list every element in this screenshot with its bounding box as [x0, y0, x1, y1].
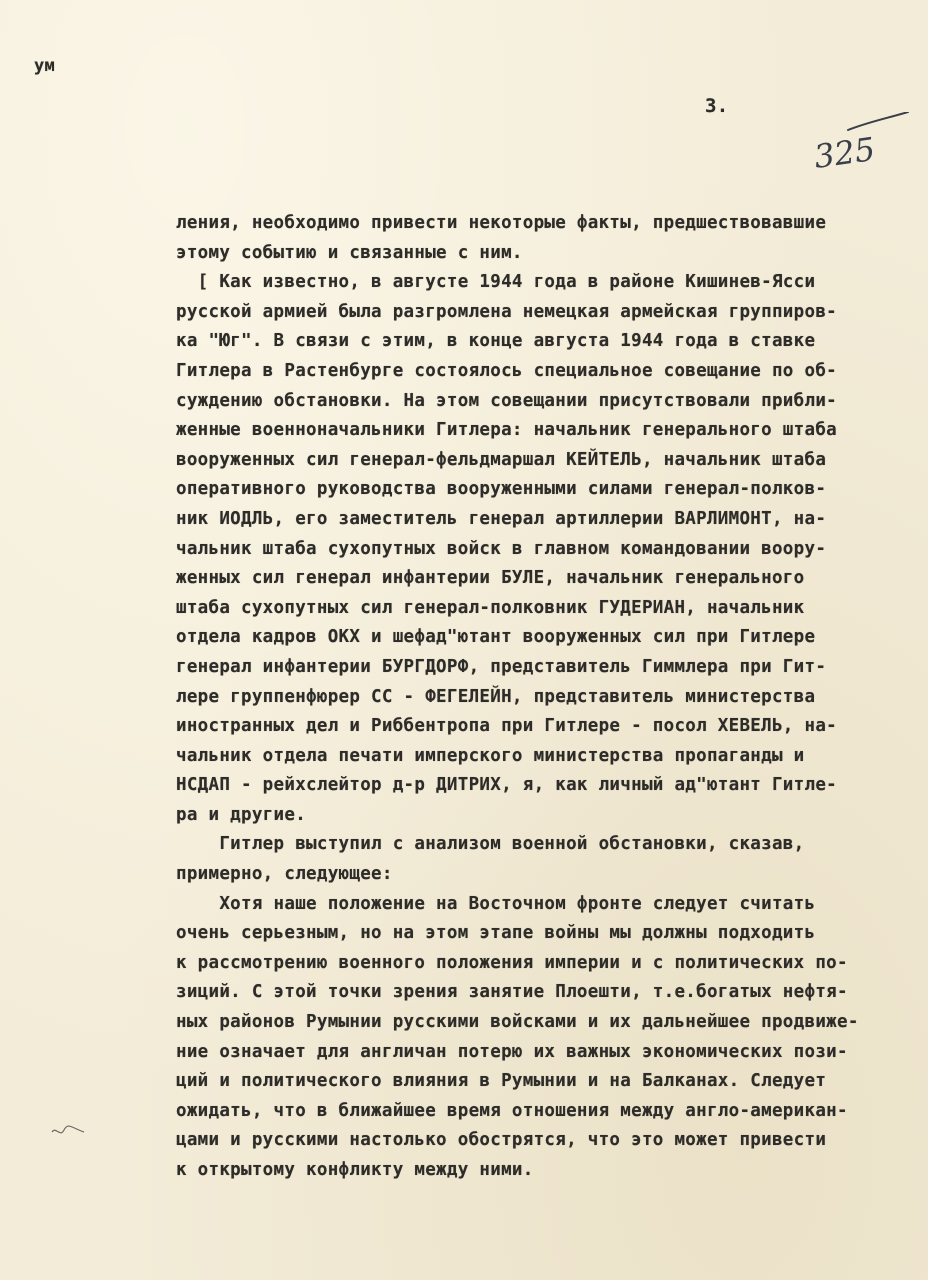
- body-line-24: Хотя наше положение на Восточном фронте следует считать: [176, 893, 816, 914]
- body-line-11: ник ИОДЛЬ, его заместитель генерал артиллерии ВАРЛИМОНТ, на-: [176, 508, 827, 529]
- body-line-8: женные военноначальники Гитлера: начальник генерального штаба: [176, 420, 837, 441]
- body-line-12: чальник штаба сухопутных войск в главном командовании воору-: [176, 538, 827, 559]
- body-line-26: к рассмотрению военного положения империи и с политических по-: [176, 952, 848, 973]
- pencil-mark: [48, 1118, 88, 1142]
- body-line-27: зиций. С этой точки зрения занятие Плоешти, т.е.богатых нефтя-: [176, 982, 848, 1003]
- body-line-5: ка "Юг". В связи с этим, в конце августа 1944 года в ставке: [176, 331, 816, 352]
- body-line-4: русской армией была разгромлена немецкая армейская группиров-: [176, 301, 837, 322]
- body-line-22: Гитлер выступил с анализом военной обстановки, сказав,: [176, 834, 805, 855]
- body-line-31: ожидать, что в ближайшее время отношения между англо-американ-: [176, 1100, 848, 1121]
- document-body: [176, 209, 912, 1186]
- archive-number-text: 325: [811, 129, 878, 176]
- handwritten-number: [808, 112, 918, 182]
- body-line-25: очень серьезным, но на этом этапе войны мы должны подходить: [176, 923, 816, 944]
- body-line-33: к открытому конфликту между ними.: [176, 1160, 534, 1180]
- body-line-23: примерно, следующее:: [176, 864, 393, 885]
- body-line-7: суждению обстановки. На этом совещании присутствовали прибли-: [176, 390, 837, 411]
- body-line-18: иностранных дел и Риббентропа при Гитлере - посол ХЕВЕЛЬ, на-: [176, 716, 837, 737]
- body-line-1: ления, необходимо привести некоторые факты, предшествовавшие: [176, 213, 827, 233]
- body-line-16: генерал инфантерии БУРГДОРФ, представитель Гиммлера при Гит-: [176, 656, 827, 677]
- body-line-32: цами и русскими настолько обострятся, что это может привести: [176, 1130, 827, 1151]
- body-line-28: ных районов Румынии русскими войсками и их дальнейшее продвиже-: [176, 1012, 859, 1033]
- body-line-30: ций и политического влияния в Румынии и на Балканах. Следует: [176, 1071, 827, 1092]
- body-line-20: НСДАП - рейхслейтор д-р ДИТРИХ, я, как личный ад"ютант Гитле-: [176, 775, 837, 796]
- page-number: 3.: [705, 95, 729, 117]
- body-line-17: лере группенфюрер СС - ФЕГЕЛЕЙН, представитель министерства: [176, 686, 816, 707]
- body-line-2: этому событию и связанные с ним.: [176, 242, 523, 263]
- body-line-6: Гитлера в Растенбурге состоялось специальное совещание по об-: [176, 360, 837, 381]
- body-line-14: штаба сухопутных сил генерал-полковник ГУДЕРИАН, начальник: [176, 597, 805, 618]
- body-line-21: ра и другие.: [176, 804, 307, 825]
- marginal-note: ум: [34, 56, 56, 76]
- body-line-13: женных сил генерал инфантерии БУЛЕ, начальник генерального: [176, 568, 805, 589]
- body-line-9: вооруженных сил генерал-фельдмаршал КЕЙТЕЛЬ, начальник штаба: [176, 449, 827, 470]
- body-line-3: [ Как известно, в августе 1944 года в районе Кишинев-Ясси: [176, 272, 816, 293]
- body-line-15: отдела кадров ОКХ и шефад"ютант вооруженных сил при Гитлере: [176, 627, 816, 648]
- archive-page-number: [808, 112, 918, 182]
- body-line-19: чальник отдела печати имперского министерства пропаганды и: [176, 745, 805, 766]
- body-line-10: оперативного руководства вооруженными силами генерал-полков-: [176, 479, 827, 500]
- body-line-29: ние означает для англичан потерю их важных экономических пози-: [176, 1041, 848, 1062]
